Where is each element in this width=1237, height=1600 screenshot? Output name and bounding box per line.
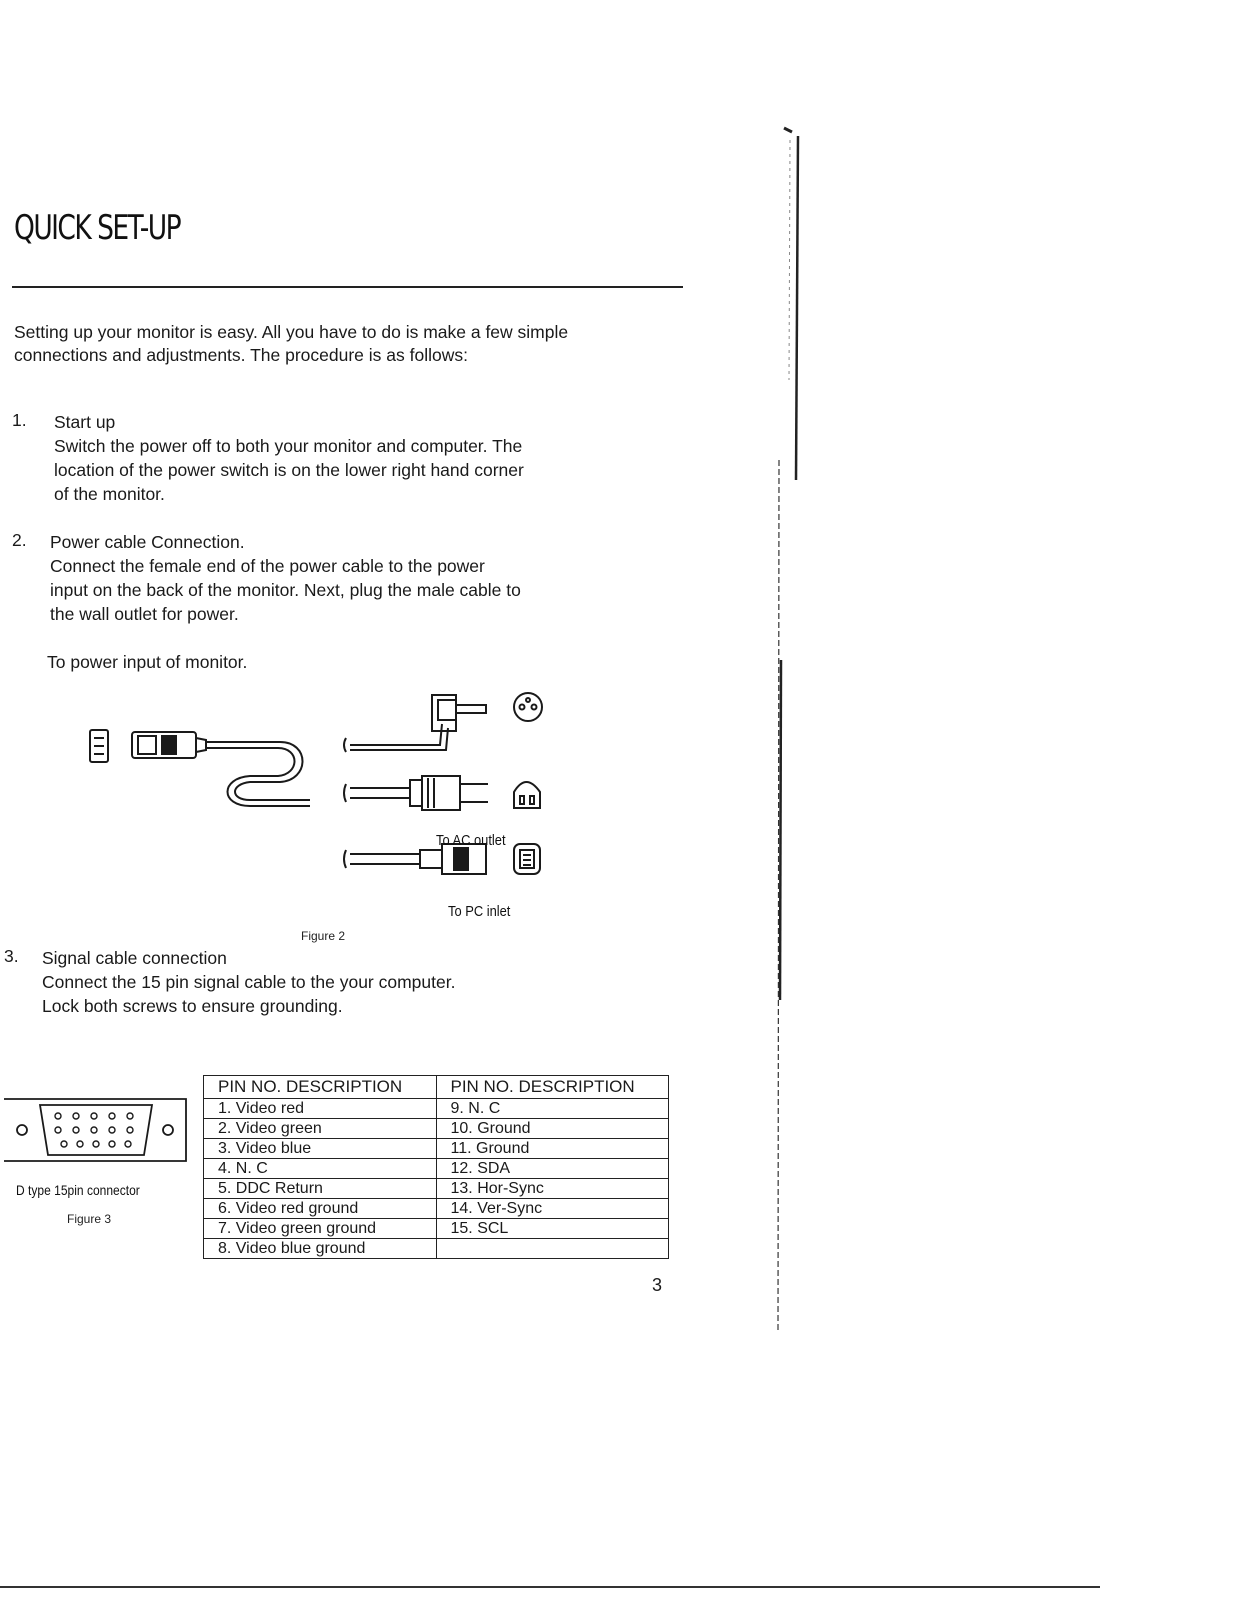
table-cell: 8. Video blue ground: [204, 1239, 437, 1259]
screw-left-icon: [17, 1125, 27, 1135]
table-cell: 6. Video red ground: [204, 1199, 437, 1219]
table-row: [204, 1119, 669, 1139]
table-cell: 4. N. C: [204, 1159, 437, 1179]
step-2-line: input on the back of the monitor. Next, plug the male cable to: [50, 580, 521, 600]
table-row: [204, 1219, 669, 1239]
step-3-line: Connect the 15 pin signal cable to the your computer.: [42, 972, 456, 992]
pc-inlet-label: To PC inlet: [448, 903, 511, 920]
monitor-inlet-icon: [90, 730, 108, 762]
table-row: [204, 1139, 669, 1159]
table-row: [204, 1199, 669, 1219]
table-cell: 10. Ground: [436, 1119, 669, 1139]
female-plug-icon: [132, 732, 206, 758]
intro-paragraph: Setting up your monitor is easy. All you have to do is make a few simple connections and adjustments. The procedure is as follows:: [14, 322, 569, 365]
table-cell: 5. DDC Return: [204, 1179, 437, 1199]
us-plug-icon: [344, 776, 488, 810]
step-3-heading: Signal cable connection: [42, 948, 227, 968]
binding-edge-line: [770, 120, 810, 1340]
ac-outlet-label: To AC outlet: [436, 832, 506, 849]
table-cell: 13. Hor-Sync: [436, 1179, 669, 1199]
table-cell: 11. Ground: [436, 1139, 669, 1159]
us-socket-icon: [514, 782, 540, 808]
step-1-heading: Start up: [54, 412, 116, 432]
title-divider: [12, 286, 683, 288]
figure-3-caption: Figure 3: [67, 1212, 112, 1226]
step-2-number: 2.: [12, 530, 27, 550]
power-cable-illustration: [80, 680, 560, 900]
step-3: [42, 946, 455, 1018]
step-1-line: location of the power switch is on the lower right hand corner: [54, 460, 524, 480]
table-cell: 9. N. C: [436, 1099, 669, 1119]
table-header-right: PIN NO. DESCRIPTION: [436, 1076, 669, 1099]
page-title: QUICK SET-UP: [14, 208, 181, 248]
step-1-line: of the monitor.: [54, 484, 165, 504]
table-cell: 3. Video blue: [204, 1139, 437, 1159]
table-cell: 15. SCL: [436, 1219, 669, 1239]
figure-2-caption: Figure 2: [301, 929, 346, 943]
table-cell: 12. SDA: [436, 1159, 669, 1179]
step-1: [54, 410, 524, 506]
step-1-line: Switch the power off to both your monitor and computer. The: [54, 436, 523, 456]
pin-table: [203, 1075, 669, 1259]
step-2-note: To power input of monitor.: [47, 652, 248, 672]
table-cell: 14. Ver-Sync: [436, 1199, 669, 1219]
table-header-row: [204, 1076, 669, 1099]
pc-inlet-icon: [514, 844, 540, 874]
table-row: [204, 1179, 669, 1199]
step-3-number: 3.: [4, 946, 19, 966]
d-sub-connector-illustration: [0, 1095, 192, 1175]
step-2-heading: Power cable Connection.: [50, 532, 245, 552]
screw-right-icon: [163, 1125, 173, 1135]
table-cell: [436, 1239, 669, 1259]
step-1-number: 1.: [12, 410, 27, 430]
table-cell: 7. Video green ground: [204, 1219, 437, 1239]
table-row: [204, 1159, 669, 1179]
step-2-line: Connect the female end of the power cable to the power: [50, 556, 485, 576]
table-row: [204, 1239, 669, 1259]
bottom-rule: [0, 1586, 1100, 1588]
schuko-plug-icon: [344, 695, 486, 752]
step-3-line: Lock both screws to ensure grounding.: [42, 996, 343, 1016]
connector-label: D type 15pin connector: [16, 1182, 140, 1198]
page-number: 3: [652, 1275, 663, 1295]
table-cell: 1. Video red: [204, 1099, 437, 1119]
table-header-left: PIN NO. DESCRIPTION: [204, 1076, 437, 1099]
table-cell: 2. Video green: [204, 1119, 437, 1139]
table-row: [204, 1099, 669, 1119]
step-2: [50, 530, 521, 626]
step-2-line: the wall outlet for power.: [50, 604, 239, 624]
